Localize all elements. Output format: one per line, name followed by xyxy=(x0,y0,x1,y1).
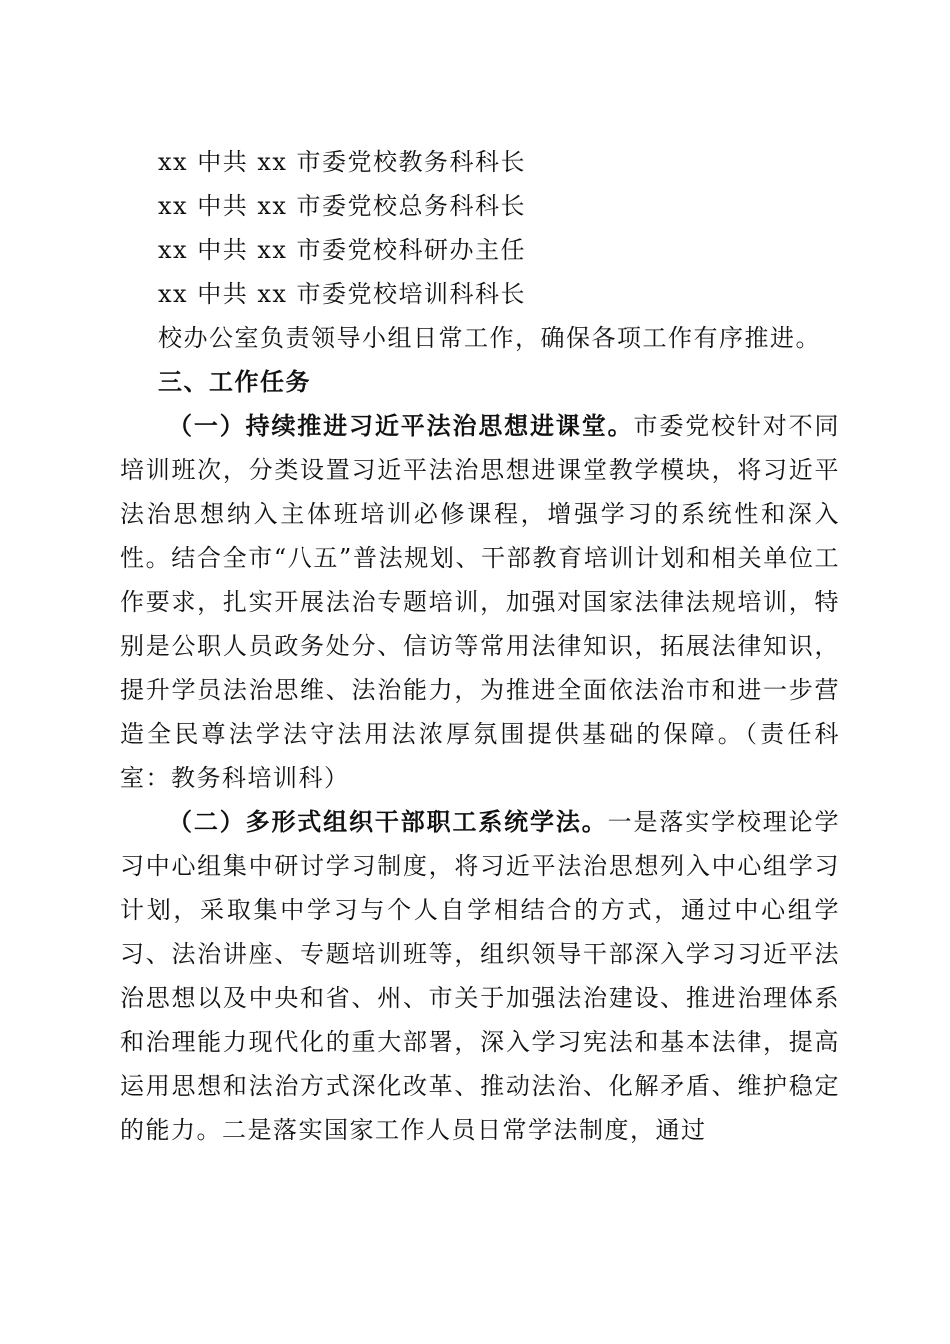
task-1-body: 市委党校针对不同培训班次，分类设置习近平法治思想进课堂教学模块，将习近平法治思想纳入主体班培训必修课程，增强学习的系统性和深入性。结合全市“八五”普法规划、干部教育培训计划和相关单位工作要求，扎实开展法治专题培训，加强对国家法律法规培训，特别是公职人员政务处分、信访等常用法律知识，拓展法律知识，提升学员法治思维、法治能力，为推进全面依法治市和进一步营造全民尊法学法守法用法浓厚氛围提供基础的保障。（责任科室：教务科培训科） xyxy=(120,412,841,792)
task-2-lead: （二）多形式组织干部职工系统学法。 xyxy=(168,807,608,836)
member-line: xx 中共 xx 市委党校科研办主任 xyxy=(158,236,527,264)
member-line: xx 中共 xx 市委党校教务科科长 xyxy=(158,148,527,176)
task-1-lead: （一）持续推进习近平法治思想进课堂。 xyxy=(168,411,634,440)
member-line: xx 中共 xx 市委党校培训科科长 xyxy=(158,280,527,308)
office-note: 校办公室负责领导小组日常工作，确保各项工作有序推进。 xyxy=(158,324,821,352)
document-body xyxy=(120,140,840,1152)
task-2-body: 一是落实学校理论学习中心组集中研讨学习制度，将习近平法治思想列入中心组学习计划，采取集中学习与个人自学相结合的方式，通过中心组学习、法治讲座、专题培训班等，组织领导干部深入学习习近平法治思想以及中央和省、州、市关于加强法治建设、推进治理体系和治理能力现代化的重大部署，深入学习宪法和基本法律，提高运用思想和法治方式深化改革、推动法治、化解矛盾、维护稳定的能力。二是落实国家工作人员日常学法制度，通过 xyxy=(120,808,841,1144)
task-paragraph-1 xyxy=(120,404,840,800)
member-line: xx 中共 xx 市委党校总务科科长 xyxy=(158,192,527,220)
task-paragraph-2 xyxy=(120,800,840,1152)
section-heading: 三、工作任务 xyxy=(158,367,311,396)
